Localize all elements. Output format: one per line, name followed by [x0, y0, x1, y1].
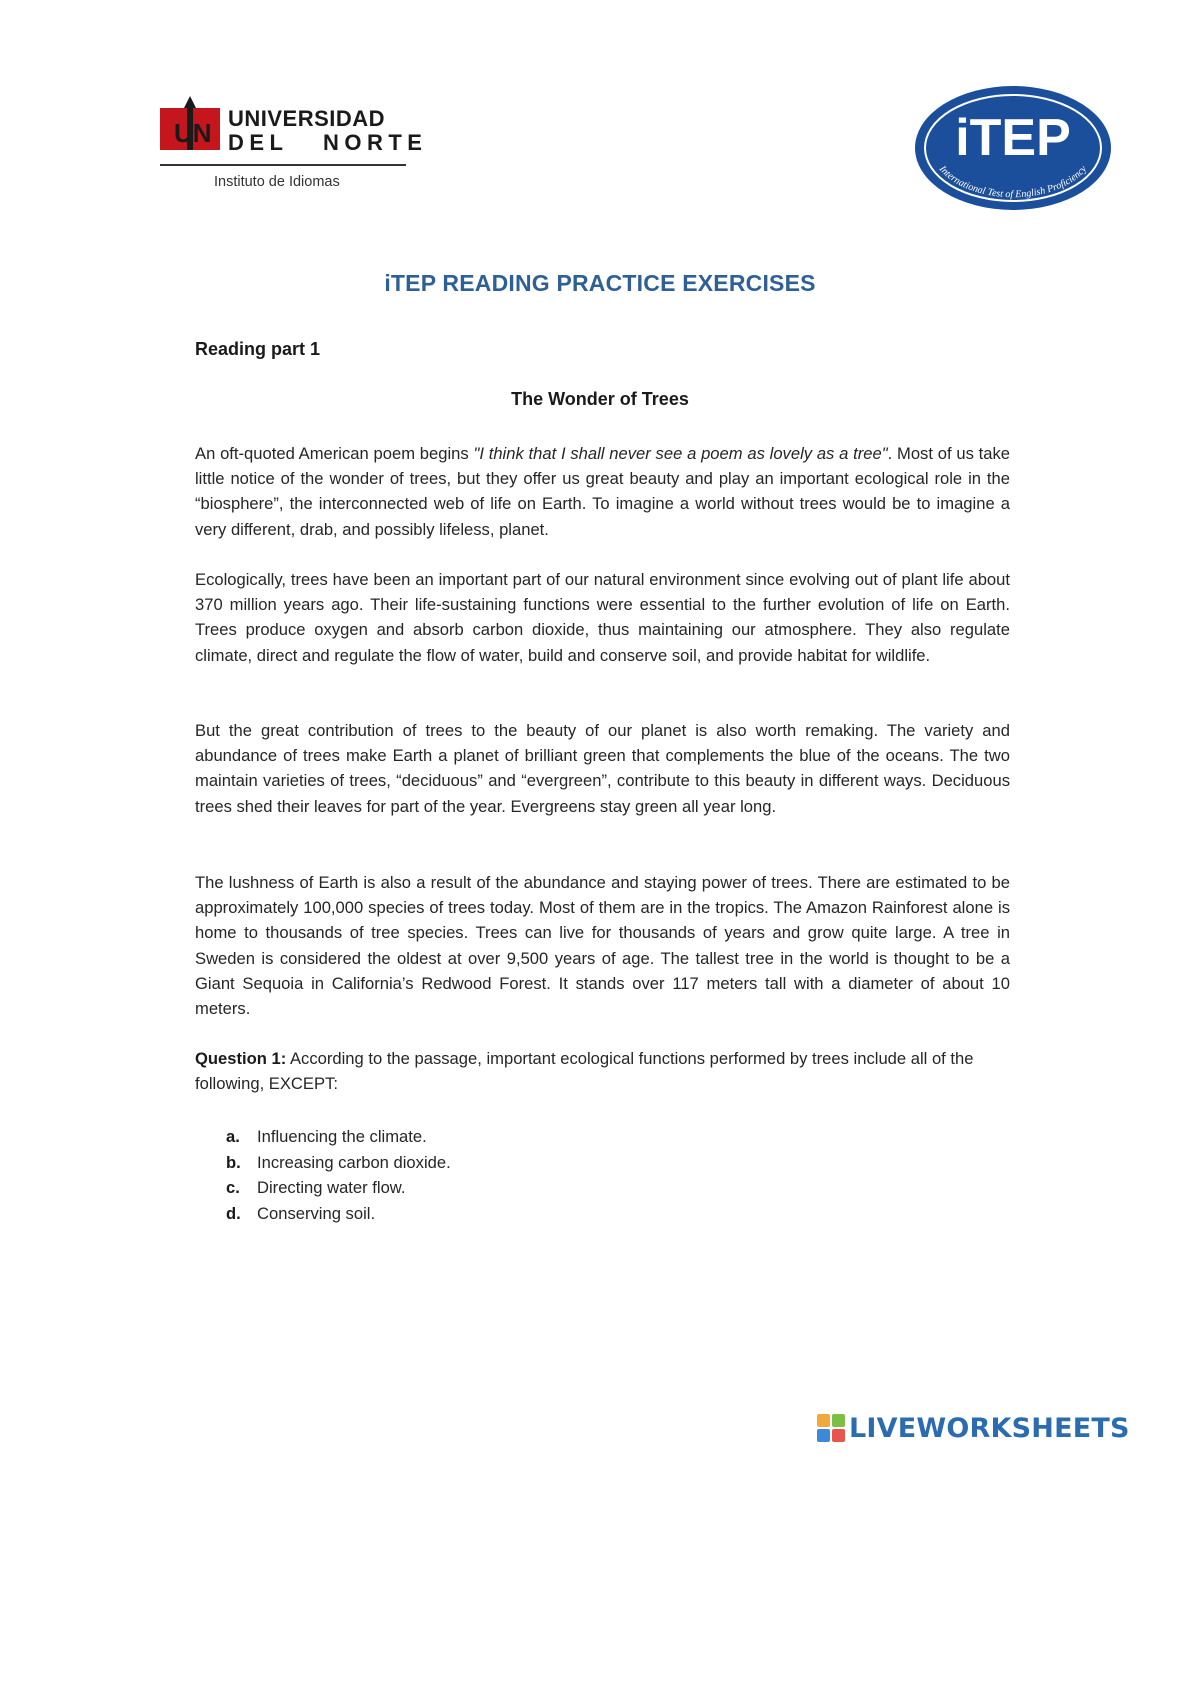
- option-text: Directing water flow.: [257, 1178, 406, 1198]
- option-text: Influencing the climate.: [257, 1127, 427, 1146]
- option-text: Increasing carbon dioxide.: [257, 1152, 451, 1172]
- paragraph-4: The lushness of Earth is also a result of the abundance and staying power of trees. There are estimated to be approximately 100,000 species of trees today. Most of them are in the tropics. The Amazon Rainforest alone is home to thousands of tree species. Trees can live for thousands of years and grow quite large. A tree in Sweden is considered the oldest at over 9,500 years of age. The tallest tree in the world is thought to be a Giant Sequoia in California’s Redwood Forest. It stands over 117 meters tall with a diameter of about 10 meters.: [195, 873, 1010, 1019]
- itep-arc-text: International Test of English Proficiency: [936, 163, 1090, 201]
- poem-quote: "I think that I shall never see a poem as lovely as a tree": [473, 444, 888, 463]
- option-letter: d.: [226, 1203, 241, 1223]
- university-name-line1: UNIVERSIDAD: [228, 106, 386, 131]
- answer-option[interactable]: [226, 1150, 451, 1176]
- option-text: Conserving soil.: [257, 1203, 376, 1223]
- university-name-line2: DEL NORTE: [228, 130, 428, 155]
- document-title: iTEP READING PRACTICE EXERCISES: [384, 270, 816, 296]
- question-text: According to the passage, important ecological functions performed by trees include all of the following, EXCEPT:: [195, 1049, 974, 1094]
- answer-option[interactable]: [226, 1201, 451, 1227]
- mark-square: [832, 1429, 845, 1442]
- paragraph-1-body: . Most of us take little notice of the wonder of trees, but they offer us great beauty and play an important ecological role in the “biosphere”, the interconnected web of life on Earth. To imagine a world without trees would be to imagine a very different, drab, and possibly lifeless, planet.: [195, 444, 1011, 539]
- paragraph-3: But the great contribution of trees to the beauty of our planet is also worth remaking. The variety and abundance of trees make Earth a planet of brilliant green that complements the blue of the oceans. The two maintain varieties of trees, “deciduous” and “evergreen”, contribute to this beauty in different ways. Deciduous trees shed their leaves for part of the year. Evergreens stay green all year long.: [195, 721, 1010, 816]
- answer-options: [226, 1124, 451, 1226]
- itep-logo: [912, 83, 1112, 213]
- liveworksheets-mark-icon: [817, 1414, 845, 1442]
- paragraph-1: [195, 441, 1010, 542]
- un-emblem-text: UN: [174, 118, 212, 148]
- question-1: [195, 1046, 995, 1096]
- option-letter: a.: [226, 1127, 240, 1146]
- universidad-del-norte-logo: [160, 92, 428, 202]
- option-letter: c.: [226, 1178, 240, 1198]
- institute-name: Instituto de Idiomas: [214, 174, 340, 190]
- passage-title: The Wonder of Trees: [511, 389, 689, 409]
- itep-badge-icon: [912, 83, 1112, 213]
- answer-option[interactable]: [226, 1175, 451, 1201]
- mark-square: [817, 1414, 830, 1427]
- liveworksheets-wordmark: LIVEWORKSHEETS: [849, 1412, 1130, 1444]
- section-heading: Reading part 1: [195, 339, 321, 359]
- option-letter: b.: [226, 1152, 241, 1172]
- question-label: Question 1:: [195, 1049, 287, 1068]
- paragraph-1-lead: An oft-quoted American poem begins: [195, 444, 474, 463]
- mark-square: [832, 1414, 845, 1427]
- paragraph-2: Ecologically, trees have been an important part of our natural environment since evolving out of plant life about 370 million years ago. Their life-sustaining functions were essential to the further evolution of life on Earth. Trees produce oxygen and absorb carbon dioxide, thus maintaining our atmosphere. They also regulate climate, direct and regulate the flow of water, build and conserve soil, and provide habitat for wildlife.: [195, 570, 1010, 665]
- mark-square: [817, 1429, 830, 1442]
- logo-divider: [160, 164, 406, 166]
- itep-wordmark: iTEP: [955, 109, 1071, 167]
- liveworksheets-logo: [817, 1411, 1130, 1445]
- answer-option[interactable]: [226, 1124, 451, 1150]
- un-emblem-icon: [160, 96, 220, 150]
